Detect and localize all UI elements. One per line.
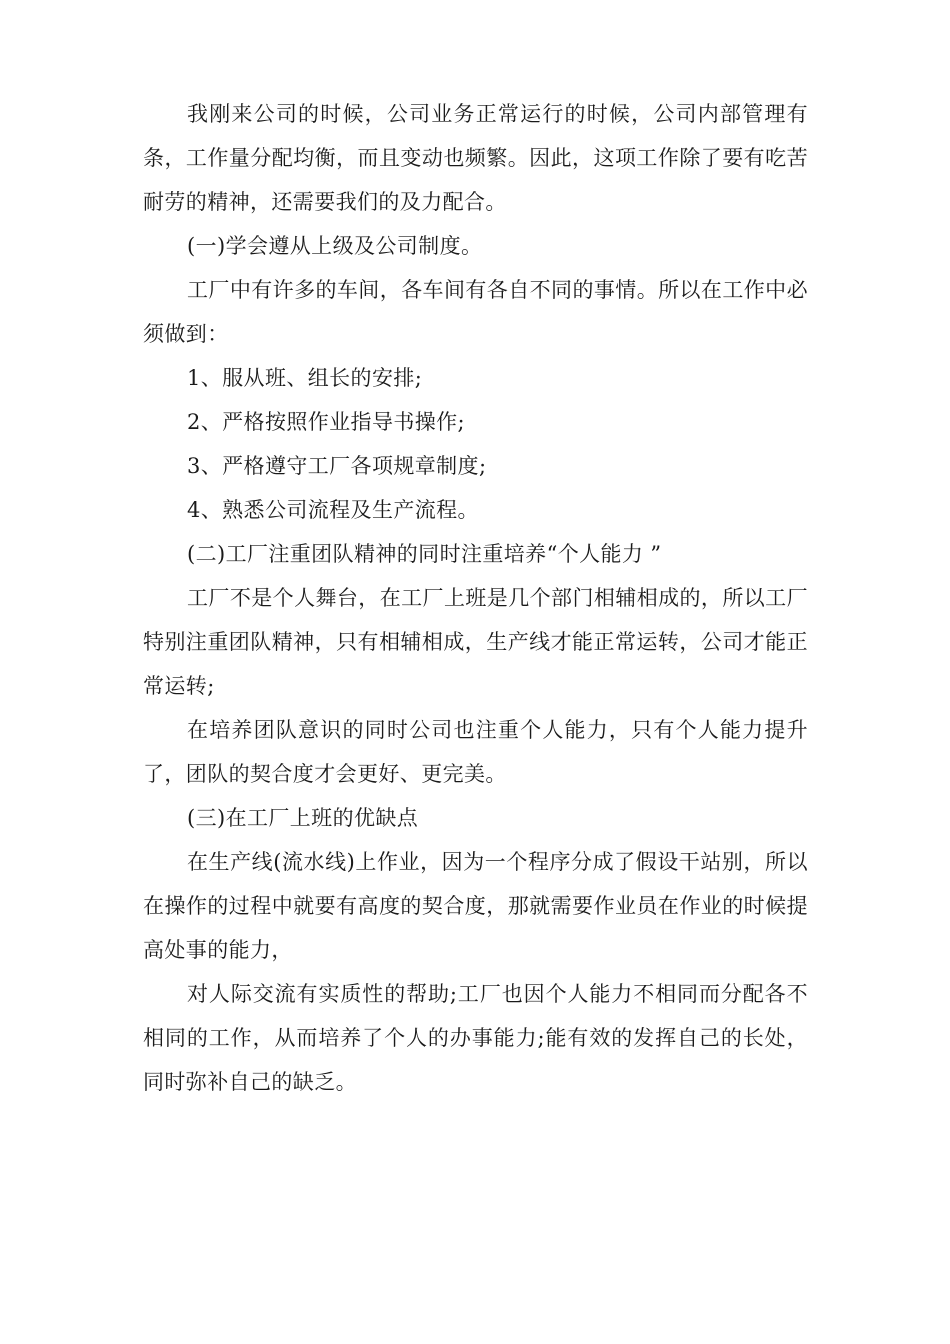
list-item: 2、严格按照作业指导书操作; <box>187 410 466 434</box>
paragraph-production-line: 在生产线(流水线)上作业，因为一个程序分成了假设干站别，所以在操作的过程中就要有高度的契合度，那就需要作业员在作业的时候提高处事的能力， <box>143 850 808 962</box>
paragraph-workshop: 工厂中有许多的车间，各车间有各自不同的事情。所以在工作中必须做到： <box>143 278 808 346</box>
document-body <box>143 92 808 1104</box>
list-item: 1、服从班、组长的安排; <box>187 366 423 390</box>
list-item: 4、熟悉公司流程及生产流程。 <box>187 498 479 522</box>
section-heading-3: (三)在工厂上班的优缺点 <box>187 806 419 830</box>
section-heading-2: (二)工厂注重团队精神的同时注重培养“个人能力 ” <box>187 542 662 566</box>
paragraph-team-spirit: 工厂不是个人舞台，在工厂上班是几个部门相辅相成的，所以工厂特别注重团队精神，只有相辅相成，生产线才能正常运转，公司才能正常运转; <box>143 586 808 698</box>
list-item: 3、严格遵守工厂各项规章制度; <box>187 454 487 478</box>
paragraph-intro: 我刚来公司的时候，公司业务正常运行的时候，公司内部管理有条，工作量分配均衡，而且变动也频繁。因此，这项工作除了要有吃苦耐劳的精神，还需要我们的及力配合。 <box>143 102 808 214</box>
paragraph-personal-ability: 在培养团队意识的同时公司也注重个人能力，只有个人能力提升了，团队的契合度才会更好、更完美。 <box>143 718 808 786</box>
section-heading-1: (一)学会遵从上级及公司制度。 <box>187 234 483 258</box>
paragraph-communication: 对人际交流有实质性的帮助;工厂也因个人能力不相同而分配各不相同的工作，从而培养了个人的办事能力;能有效的发挥自己的长处，同时弥补自己的缺乏。 <box>143 982 808 1094</box>
